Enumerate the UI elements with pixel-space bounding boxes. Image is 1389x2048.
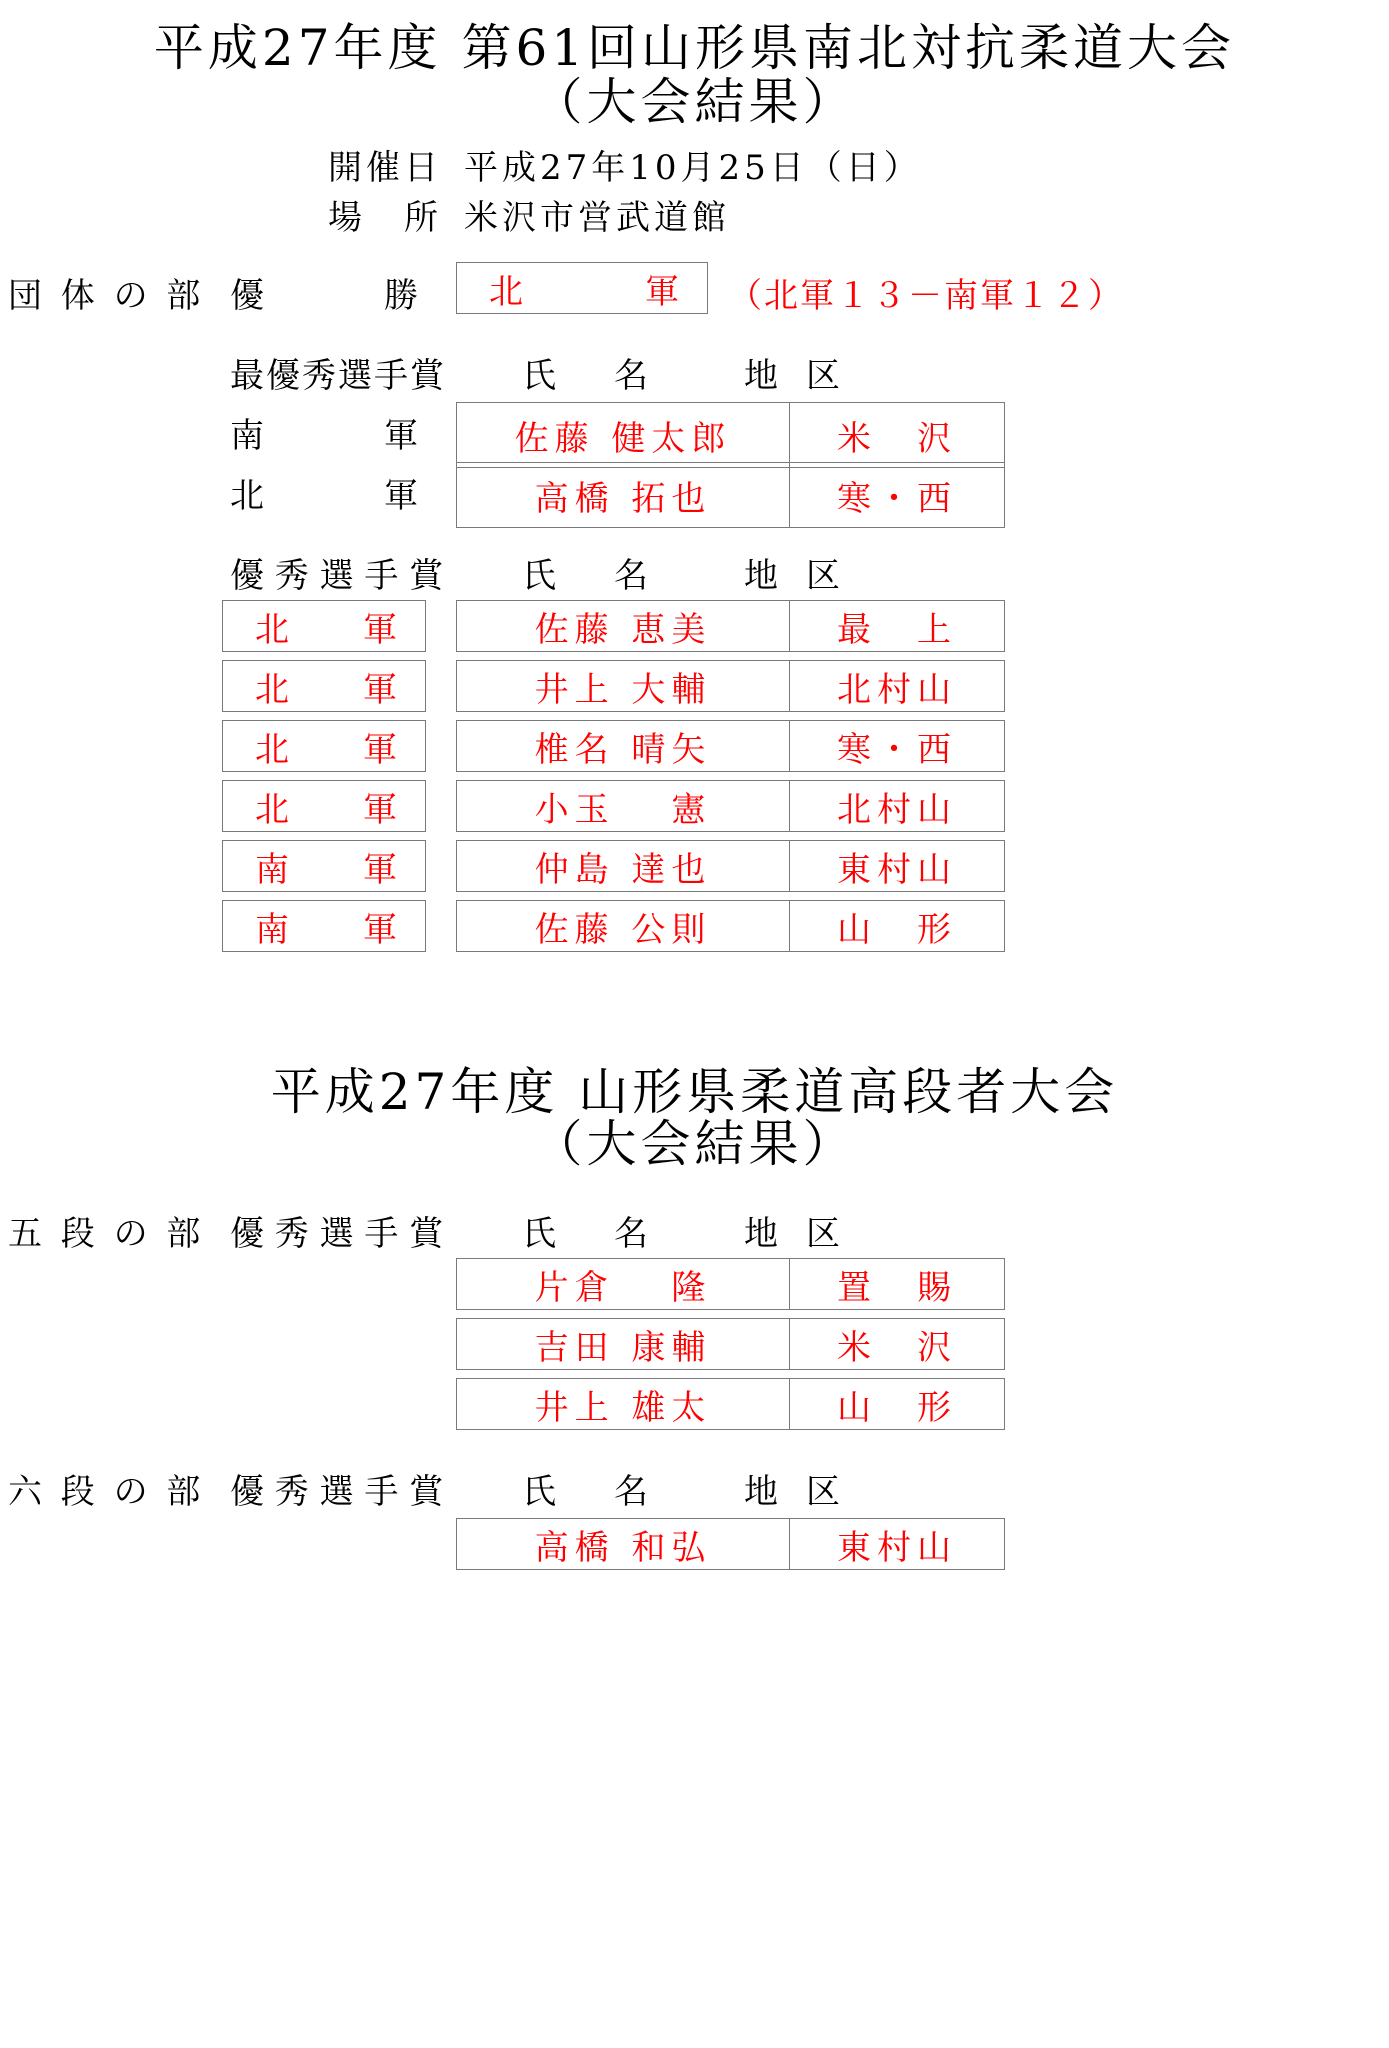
excellent-row xyxy=(456,840,1005,892)
player-name: 吉田 康輔 xyxy=(456,1318,790,1370)
tournament-subtitle: （大会結果） xyxy=(532,73,857,131)
excellent-team-box xyxy=(222,900,426,952)
excellent-area-header-1: 地 xyxy=(744,556,778,596)
team-a: 南 xyxy=(255,909,289,950)
team-a: 北 xyxy=(255,789,289,830)
player-area: 寒・西 xyxy=(789,462,1005,528)
mvp-row xyxy=(456,462,1005,528)
team-b: 軍 xyxy=(363,729,397,770)
player-name: 佐藤 公則 xyxy=(456,900,790,952)
dan6-area-header-2: 区 xyxy=(806,1472,840,1512)
dan5-name-header-2: 名 xyxy=(614,1214,648,1254)
excellent-label: 優 秀 選 手 賞 xyxy=(230,556,444,596)
dan5-label: 五 段 の 部 xyxy=(8,1214,205,1254)
date-label: 開催日 xyxy=(328,148,442,188)
excellent-team-box xyxy=(222,840,426,892)
player-name: 高橋 拓也 xyxy=(456,462,790,528)
mvp-team-label xyxy=(230,408,418,457)
mvp-area-header-1: 地 xyxy=(744,356,778,396)
excellent-team-box xyxy=(222,600,426,652)
team-a: 南 xyxy=(255,849,289,890)
mvp-team-a: 南 xyxy=(230,416,264,456)
mvp-row xyxy=(456,402,1005,468)
high-dan-subtitle: （大会結果） xyxy=(532,1115,857,1173)
mvp-area-header-2: 区 xyxy=(806,356,840,396)
player-area: 東村山 xyxy=(789,1518,1005,1570)
excellent-team-box xyxy=(222,720,426,772)
dan5-area-header-2: 区 xyxy=(806,1214,840,1254)
excellent-name-header-2: 名 xyxy=(614,556,648,596)
team-award-right: 勝 xyxy=(384,276,418,316)
team-winner-left: 北 xyxy=(489,271,523,312)
excellent-row xyxy=(456,660,1005,712)
player-name: 椎名 晴矢 xyxy=(456,720,790,772)
team-award-left: 優 xyxy=(230,276,264,316)
date-value: 平成27年10月25日（日） xyxy=(464,148,922,188)
excellent-team-box xyxy=(222,660,426,712)
excellent-area-header-2: 区 xyxy=(806,556,840,596)
team-winner-right: 軍 xyxy=(645,271,679,312)
player-area: 最 上 xyxy=(789,600,1005,652)
team-division-label: 団 体 の 部 xyxy=(8,276,205,316)
player-area: 北村山 xyxy=(789,780,1005,832)
player-area: 米 沢 xyxy=(789,1318,1005,1370)
player-name: 片倉 隆 xyxy=(456,1258,790,1310)
player-area: 寒・西 xyxy=(789,720,1005,772)
mvp-team-b: 軍 xyxy=(384,476,418,516)
excellent-row xyxy=(456,900,1005,952)
excellent-row xyxy=(456,600,1005,652)
dan5-area-header-1: 地 xyxy=(744,1214,778,1254)
mvp-name-header-1: 氏 xyxy=(522,356,556,396)
player-area: 東村山 xyxy=(789,840,1005,892)
dan6-award-label: 優 秀 選 手 賞 xyxy=(230,1472,444,1512)
place-value: 米沢市営武道館 xyxy=(464,198,730,238)
dan5-row xyxy=(456,1318,1005,1370)
player-area: 置 賜 xyxy=(789,1258,1005,1310)
player-name: 佐藤 恵美 xyxy=(456,600,790,652)
mvp-label: 最優秀選手賞 xyxy=(230,356,446,396)
dan6-label: 六 段 の 部 xyxy=(8,1472,205,1512)
mvp-team-b: 軍 xyxy=(384,416,418,456)
team-b: 軍 xyxy=(363,789,397,830)
team-award-label xyxy=(230,268,418,317)
player-name: 小玉 憲 xyxy=(456,780,790,832)
excellent-row xyxy=(456,720,1005,772)
mvp-team-label xyxy=(230,468,418,517)
team-score: （北軍１３－南軍１２） xyxy=(728,276,1124,316)
dan6-row xyxy=(456,1518,1005,1570)
team-b: 軍 xyxy=(363,609,397,650)
mvp-name-header-2: 名 xyxy=(614,356,648,396)
dan6-name-header-2: 名 xyxy=(614,1472,648,1512)
tournament-title: 平成27年度 第61回山形県南北対抗柔道大会 xyxy=(153,19,1236,77)
place-label: 場 所 xyxy=(328,198,442,238)
team-b: 軍 xyxy=(363,909,397,950)
excellent-row xyxy=(456,780,1005,832)
player-name: 仲島 達也 xyxy=(456,840,790,892)
dan5-name-header-1: 氏 xyxy=(522,1214,556,1254)
team-a: 北 xyxy=(255,729,289,770)
excellent-name-header-1: 氏 xyxy=(522,556,556,596)
player-area: 米 沢 xyxy=(789,402,1005,468)
player-area: 山 形 xyxy=(789,900,1005,952)
team-winner-box xyxy=(456,262,708,314)
player-area: 北村山 xyxy=(789,660,1005,712)
player-name: 井上 雄太 xyxy=(456,1378,790,1430)
excellent-team-box xyxy=(222,780,426,832)
dan5-row xyxy=(456,1258,1005,1310)
high-dan-title: 平成27年度 山形県柔道高段者大会 xyxy=(270,1063,1119,1121)
player-area: 山 形 xyxy=(789,1378,1005,1430)
dan5-row xyxy=(456,1378,1005,1430)
team-b: 軍 xyxy=(363,849,397,890)
player-name: 高橋 和弘 xyxy=(456,1518,790,1570)
team-a: 北 xyxy=(255,669,289,710)
player-name: 佐藤 健太郎 xyxy=(456,402,790,468)
mvp-team-a: 北 xyxy=(230,476,264,516)
player-name: 井上 大輔 xyxy=(456,660,790,712)
dan6-name-header-1: 氏 xyxy=(522,1472,556,1512)
dan5-award-label: 優 秀 選 手 賞 xyxy=(230,1214,444,1254)
team-a: 北 xyxy=(255,609,289,650)
dan6-area-header-1: 地 xyxy=(744,1472,778,1512)
team-b: 軍 xyxy=(363,669,397,710)
